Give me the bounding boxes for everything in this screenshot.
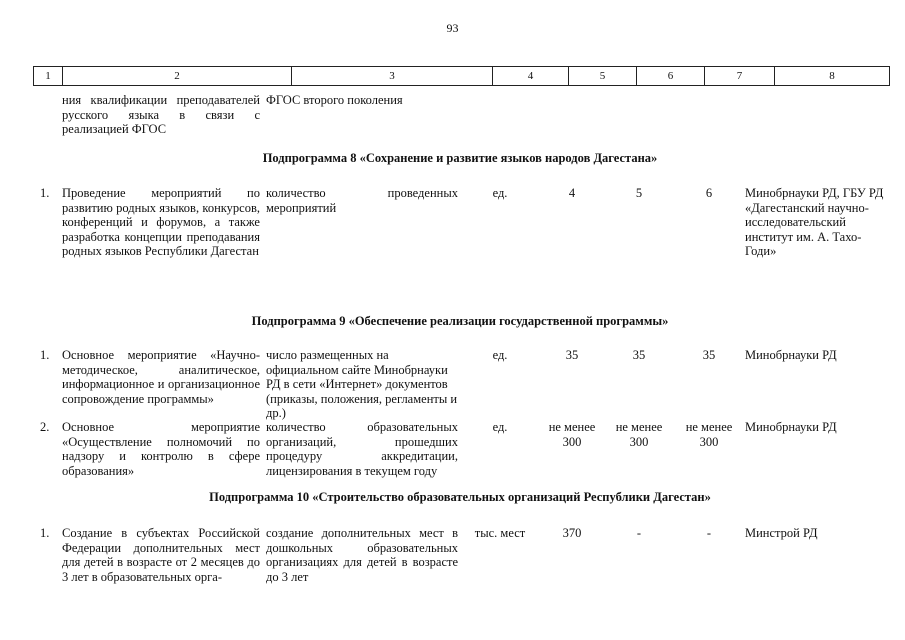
subprogram-9-title: Подпрограмма 9 «Обеспечение реализации государственной программы» xyxy=(251,314,669,328)
sub8-row1-indicator: количество проведенных мероприятий xyxy=(266,186,458,215)
sub8-row1-value-2020: 5 xyxy=(635,186,643,200)
table-header xyxy=(33,66,890,86)
sub9-row2-value-2019: не менее 300 xyxy=(548,420,596,449)
sub10-row1-event: Создание в субъектах Российской Федерации дополнительных мест для детей в возрасте от 2 месяцев до 3 лет в образовательных орга- xyxy=(62,526,260,584)
sub8-row1-value-2019: 4 xyxy=(568,186,576,200)
header-col-4: 4 xyxy=(493,67,569,85)
continued-event-text: ния квалификации преподавателей русского языка в связи с реализацией ФГОС xyxy=(62,93,260,136)
header-col-6: 6 xyxy=(637,67,705,85)
sub10-row1-value-2019: 370 xyxy=(562,526,582,540)
subprogram-10-title: Подпрограмма 10 «Строительство образовательных организаций Республики Дагестан» xyxy=(209,490,711,504)
sub8-row1-value-2021: 6 xyxy=(705,186,713,200)
sub8-row1-number: 1. xyxy=(40,186,50,200)
sub10-row1-value-2021: - xyxy=(706,526,712,540)
sub9-row1-value-2019: 35 xyxy=(565,348,579,362)
sub9-row2-number: 2. xyxy=(40,420,50,434)
sub9-row1-indicator: число размещенных на официальном сайте Минобрнауки РД в сети «Интернет» документов (приказы, положения, регламенты и др.) xyxy=(266,348,458,420)
sub9-row2-indicator: количество образовательных организаций, прошедших процедуру аккредитации, лицензирования в текущем году xyxy=(266,420,458,478)
sub9-row1-unit: ед. xyxy=(492,348,508,362)
sub9-row2-value-2020: не менее 300 xyxy=(615,420,663,449)
sub10-row1-executor: Минстрой РД xyxy=(745,526,818,540)
header-col-3: 3 xyxy=(292,67,493,85)
subprogram-8-title: Подпрограмма 8 «Сохранение и развитие языков народов Дагестана» xyxy=(262,151,658,165)
sub8-row1-executor: Минобрнауки РД, ГБУ РД «Дагестанский научно-исследовательский институт им. А. Тахо-Годи» xyxy=(745,186,884,258)
sub9-row1-value-2020: 35 xyxy=(632,348,646,362)
sub9-row2-executor: Минобрнауки РД xyxy=(745,420,837,434)
sub9-row1-number: 1. xyxy=(40,348,50,362)
page-number: 93 xyxy=(446,21,459,35)
sub9-row2-unit: ед. xyxy=(492,420,508,434)
header-col-8: 8 xyxy=(829,70,835,82)
sub9-row1-value-2021: 35 xyxy=(702,348,716,362)
sub10-row1-number: 1. xyxy=(40,526,50,540)
sub9-row2-value-2021: не менее 300 xyxy=(685,420,733,449)
sub8-row1-event: Проведение мероприятий по развитию родных языков, конкурсов, конференций и форумов, а также разработка концепции преподавания родных языков Республики Дагестан xyxy=(62,186,260,258)
header-col-2: 2 xyxy=(63,67,292,85)
header-col-7: 7 xyxy=(705,67,775,85)
header-col-5: 5 xyxy=(569,67,637,85)
header-col-1: 1 xyxy=(34,67,63,85)
sub9-row2-event: Основное мероприятие «Осуществление полномочий по надзору и контролю в сфере образования» xyxy=(62,420,260,478)
sub10-row1-indicator: создание дополнительных мест в дошкольных образовательных организациях для детей в возрасте до 3 лет xyxy=(266,526,458,584)
sub9-row1-event: Основное мероприятие «Научно-методическое, аналитическое, информационное и организационное сопровождение программы» xyxy=(62,348,260,406)
sub10-row1-value-2020: - xyxy=(636,526,642,540)
sub8-row1-unit: ед. xyxy=(492,186,508,200)
continued-indicator-text: ФГОС второго поколения xyxy=(266,93,403,107)
sub10-row1-unit: тыс. мест xyxy=(474,526,526,540)
sub9-row1-executor: Минобрнауки РД xyxy=(745,348,837,362)
